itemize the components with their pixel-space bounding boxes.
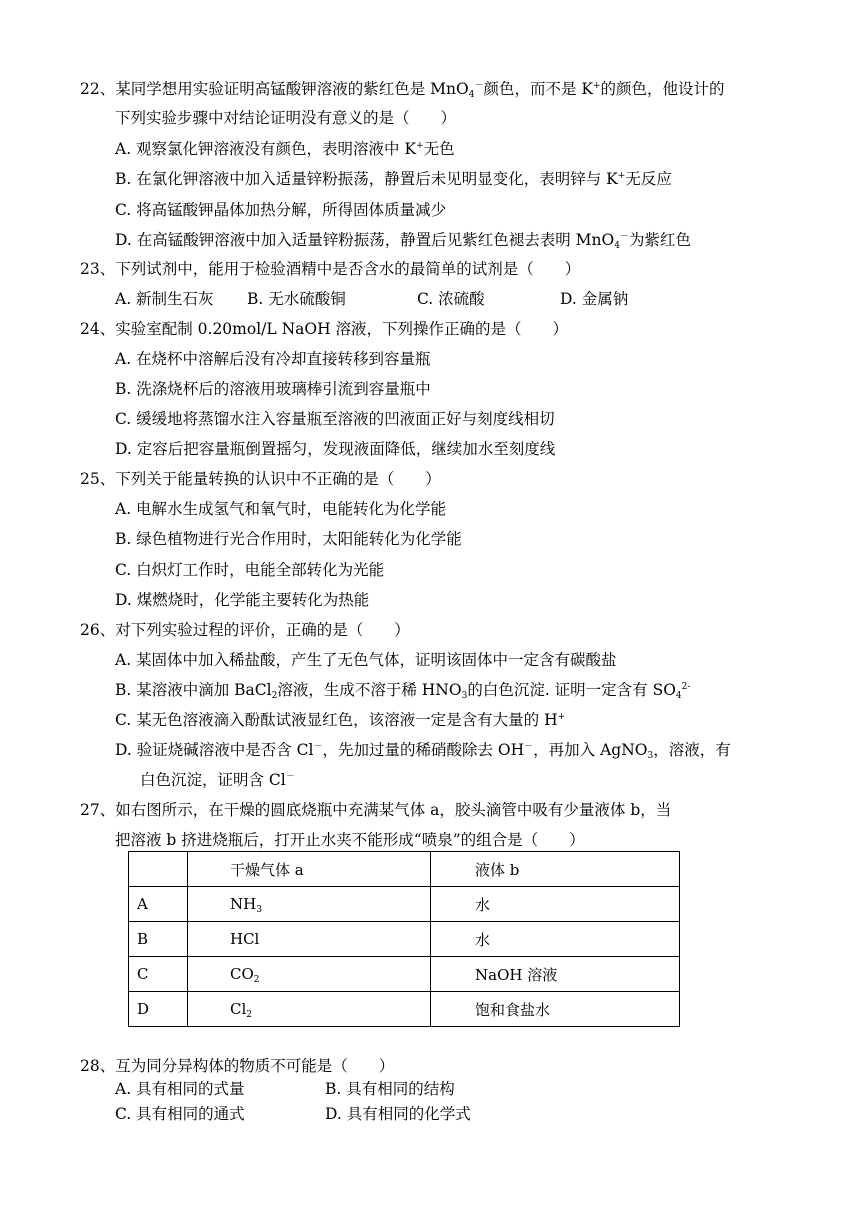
gas-cell: $NH_3$ [188, 887, 431, 922]
table-header-liquid: 液体 b [431, 852, 680, 887]
q26-option-d: D. 验证烧碱溶液中是否含 Cl－，先加过量的稀硝酸除去 OH－，再加入 AgNO$_3$，溶液，有 [115, 741, 731, 761]
q22-option-a: A. 观察氯化钾溶液没有颜色，表明溶液中 K+无色 [115, 140, 455, 158]
q22-option-d: D. 在高锰酸钾溶液中加入适量锌粉振荡，静置后见紫红色褪去表明 MnO$_4$－为紫红色 [115, 231, 691, 251]
q26-stem: 26、对下列实验过程的评价，正确的是（ ） [80, 621, 410, 639]
q26-option-d-continued: 白色沉淀，证明含 Cl－ [140, 771, 295, 789]
q25-option-b: B. 绿色植物进行光合作用时，太阳能转化为化学能 [115, 530, 462, 548]
liquid-cell: 饱和食盐水 [431, 992, 680, 1027]
q23-option-c: C. 浓硫酸 [417, 290, 485, 308]
q22-stem-line1: 22、某同学想用实验证明高锰酸钾溶液的紫红色是 MnO$_4$－颜色，而不是 K+的颜色，他设计的 [80, 80, 725, 100]
table-row [129, 922, 680, 957]
q25-stem: 25、下列关于能量转换的认识中不正确的是（ ） [80, 470, 441, 488]
q23-options [115, 288, 628, 310]
q23-option-b: B. 无水硫酸铜 [247, 290, 346, 308]
q28-option-d: D. 具有相同的化学式 [325, 1105, 471, 1123]
q28-stem: 28、互为同分异构体的物质不可能是（ ） [80, 1057, 395, 1075]
gas-cell: $Cl_2$ [188, 992, 431, 1027]
q26-option-c: C. 某无色溶液滴入酚酞试液显红色，该溶液一定是含有大量的 H+ [115, 711, 566, 729]
table-header-empty [129, 852, 188, 887]
q24-option-a: A. 在烧杯中溶解后没有冷却直接转移到容量瓶 [115, 350, 431, 368]
q27-stem-line2: 把溶液 b 挤进烧瓶后，打开止水夹不能形成“喷泉”的组合是（ ） [115, 831, 585, 849]
table-row [129, 887, 680, 922]
row-label: C [129, 957, 188, 992]
row-label: A [129, 887, 188, 922]
q22-option-b: B. 在氯化钾溶液中加入适量锌粉振荡，静置后未见明显变化，表明锌与 K+无反应 [115, 170, 672, 188]
liquid-cell: NaOH 溶液 [431, 957, 680, 992]
liquid-cell: 水 [431, 922, 680, 957]
q26-option-a: A. 某固体中加入稀盐酸，产生了无色气体，证明该固体中一定含有碳酸盐 [115, 651, 617, 669]
table-row [129, 957, 680, 992]
table-row [129, 992, 680, 1027]
q27-stem-line1: 27、如右图所示，在干燥的圆底烧瓶中充满某气体 a，胶头滴管中吸有少量液体 b，当 [80, 801, 672, 819]
gas-cell: HCl [188, 922, 431, 957]
q25-option-a: A. 电解水生成氢气和氧气时，电能转化为化学能 [115, 500, 447, 518]
q23-stem: 23、下列试剂中，能用于检验酒精中是否含水的最简单的试剂是（ ） [80, 260, 581, 278]
q28-options-row1 [115, 1078, 455, 1100]
table-header-row [129, 852, 680, 887]
q28-option-b: B. 具有相同的结构 [325, 1080, 455, 1098]
q24-option-d: D. 定容后把容量瓶倒置摇匀，发现液面降低，继续加水至刻度线 [115, 440, 556, 458]
row-label: B [129, 922, 188, 957]
q22-option-c: C. 将高锰酸钾晶体加热分解，所得固体质量减少 [115, 201, 447, 219]
q23-option-d: D. 金属钠 [560, 290, 629, 308]
q27-combination-table [128, 851, 680, 1027]
q24-option-c: C. 缓缓地将蒸馏水注入容量瓶至溶液的凹液面正好与刻度线相切 [115, 410, 555, 428]
q22-stem-line2: 下列实验步骤中对结论证明没有意义的是（ ） [115, 109, 457, 127]
row-label: D [129, 992, 188, 1027]
q28-options-row2 [115, 1103, 471, 1125]
q28-option-c: C. 具有相同的通式 [115, 1105, 245, 1123]
gas-cell: $CO_2$ [188, 957, 431, 992]
liquid-cell: 水 [431, 887, 680, 922]
table-header-gas: 干燥气体 a [188, 852, 431, 887]
q28-option-a: A. 具有相同的式量 [115, 1080, 245, 1098]
q26-option-b: B. 某溶液中滴加 BaCl$_2$溶液，生成不溶于稀 $HNO_3$的白色沉淀. 证明一定含有 $SO_4^{2-}$ [115, 681, 691, 701]
q25-option-c: C. 白炽灯工作时，电能全部转化为光能 [115, 561, 385, 579]
q24-stem: 24、实验室配制 0.20mol/L NaOH 溶液，下列操作正确的是（ ） [80, 320, 569, 338]
q23-option-a: A. 新制生石灰 [115, 290, 214, 308]
q25-option-d: D. 煤燃烧时，化学能主要转化为热能 [115, 591, 370, 609]
q24-option-b: B. 洗涤烧杯后的溶液用玻璃棒引流到容量瓶中 [115, 380, 431, 398]
